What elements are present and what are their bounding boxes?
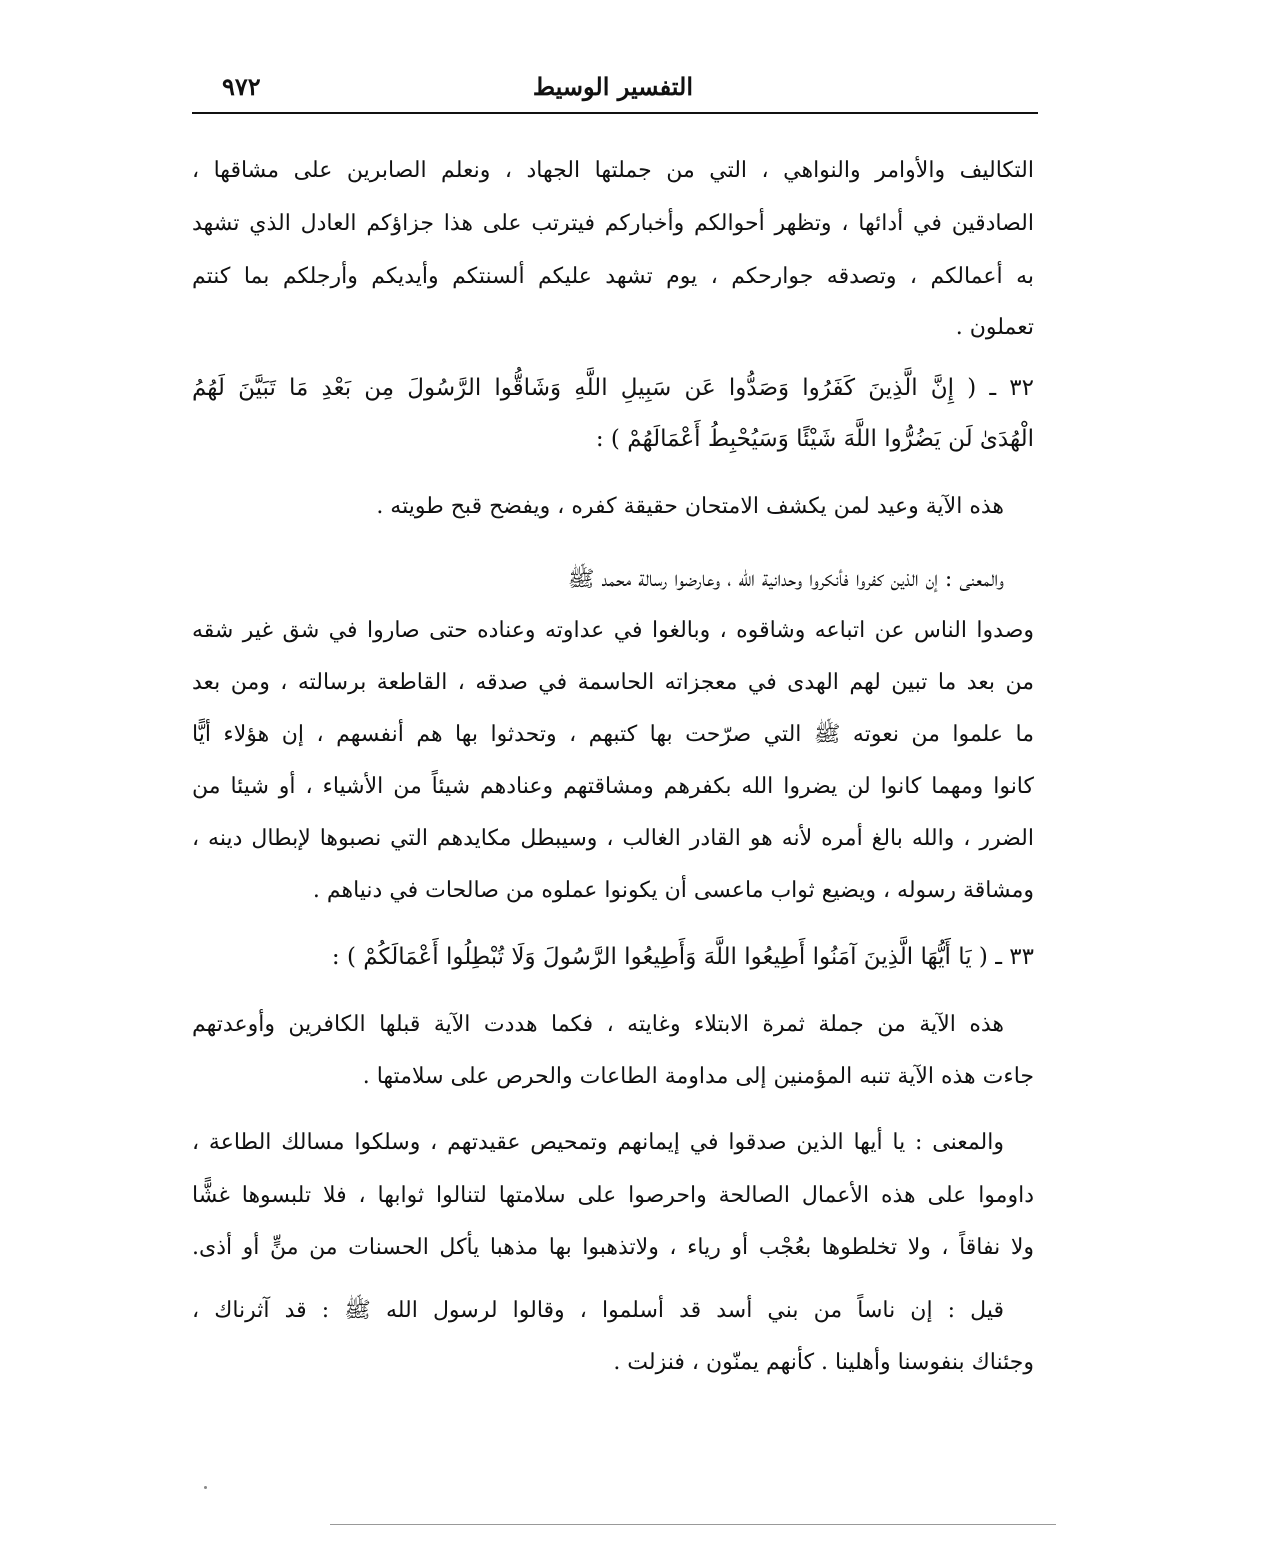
text-line: ومشاقة رسوله ، ويضيع ثواب ماعسى أن يكونوا عملوه من صالحات في دنياهم . [312, 878, 1034, 903]
page-header [192, 68, 1038, 114]
bottom-rule [330, 1524, 1056, 1525]
running-title: التفسير الوسيط [532, 72, 693, 101]
text-line: كانوا ومهما كانوا لن يضروا الله بكفرهم ومشاقتهم وعنادهم شيئاً من الأشياء ، أو شيئا من [192, 774, 1034, 799]
page-number: ٩٧٢ [222, 72, 261, 101]
text-line: من بعد ما تبين لهم الهدى في معجزاته الحاسمة في صدقه ، القاطعة برسالته ، ومن بعد [192, 670, 1034, 695]
text-line: هذه الآية وعيد لمن يكشف الامتحان حقيقة كفره ، ويفضح قبح طويته . [376, 494, 1004, 519]
text-line: هذه الآية من جملة ثمرة الابتلاء وغايته ، فكما هددت الآية قبلها الكافرين وأوعدتهم [192, 1012, 1004, 1037]
verse-line: ٣٣ ـ ( يَا أَيُّهَا الَّذِينَ آمَنُوا أَطِيعُوا اللَّهَ وَأَطِيعُوا الرَّسُولَ وَلَا تُبْطِلُوا أَعْمَالَكُمْ ) : [331, 944, 1034, 970]
text-line: وجئناك بنفوسنا وأهلينا . كأنهم يمنّون ، فنزلت . [613, 1350, 1034, 1375]
text-line: به أعمالكم ، وتصدقه جوارحكم ، يوم تشهد عليكم ألسنتكم وأيديكم وأرجلكم بما كنتم [192, 264, 1034, 289]
scan-speck [204, 1486, 207, 1489]
text-line: والمعنى : إن الذين كفروا فأنكروا وحدانية الله ، وعارضوا رسالة محمد ﷺ [567, 567, 1004, 592]
text-line: ولا نفاقاً ، ولا تخلطوها بعُجْب أو رياء ، ولاتذهبوا بها مذهبا يأكل الحسنات من منٍّ أو أذى. [192, 1235, 1034, 1260]
text-line: والمعنى : يا أيها الذين صدقوا في إيمانهم وتمحيص عقيدتهم ، وسلكوا مسالك الطاعة ، [192, 1130, 1004, 1155]
verse-line: ٣٢ ـ ( إِنَّ الَّذِينَ كَفَرُوا وَصَدُّوا عَن سَبِيلِ اللَّهِ وَشَاقُّوا الرَّسُولَ مِن بَعْدِ مَا تَبَيَّنَ لَهُمُ [192, 375, 1034, 401]
text-line: تعملون . [955, 315, 1034, 340]
text-line: قيل : إن ناساً من بني أسد قد أسلموا ، وقالوا لرسول الله ﷺ : قد آثرناك ، [192, 1298, 1004, 1323]
text-line: الضرر ، والله بالغ أمره لأنه هو القادر الغالب ، وسيبطل مكايدهم التي نصبوها لإبطال دينه ، [192, 826, 1034, 851]
text-line: التكاليف والأوامر والنواهي ، التي من جملتها الجهاد ، ونعلم الصابرين على مشاقها ، [192, 158, 1034, 183]
verse-line: الْهُدَىٰ لَن يَضُرُّوا اللَّهَ شَيْئًا وَسَيُحْبِطُ أَعْمَالَهُمْ ) : [595, 426, 1034, 452]
text-line: ما علموا من نعوته ﷺ التي صرّحت بها كتبهم ، وتحدثوا بها هم أنفسهم ، إن هؤلاء أيًّا [192, 722, 1034, 747]
text-line: جاءت هذه الآية تنبه المؤمنين إلى مداومة الطاعات والحرص على سلامتها . [362, 1064, 1034, 1089]
text-line: وصدوا الناس عن اتباعه وشاقوه ، وبالغوا في عداوته وعناده حتى صاروا في شق غير شقه [192, 618, 1034, 643]
text-line: الصادقين في أدائها ، وتظهر أحوالكم وأخباركم فيترتب على هذا جزاؤكم العادل الذي تشهد [192, 211, 1034, 236]
text-line: داوموا على هذه الأعمال الصالحة واحرصوا على سلامتها لتنالوا ثوابها ، فلا تلبسوها غشًّا [192, 1183, 1034, 1208]
